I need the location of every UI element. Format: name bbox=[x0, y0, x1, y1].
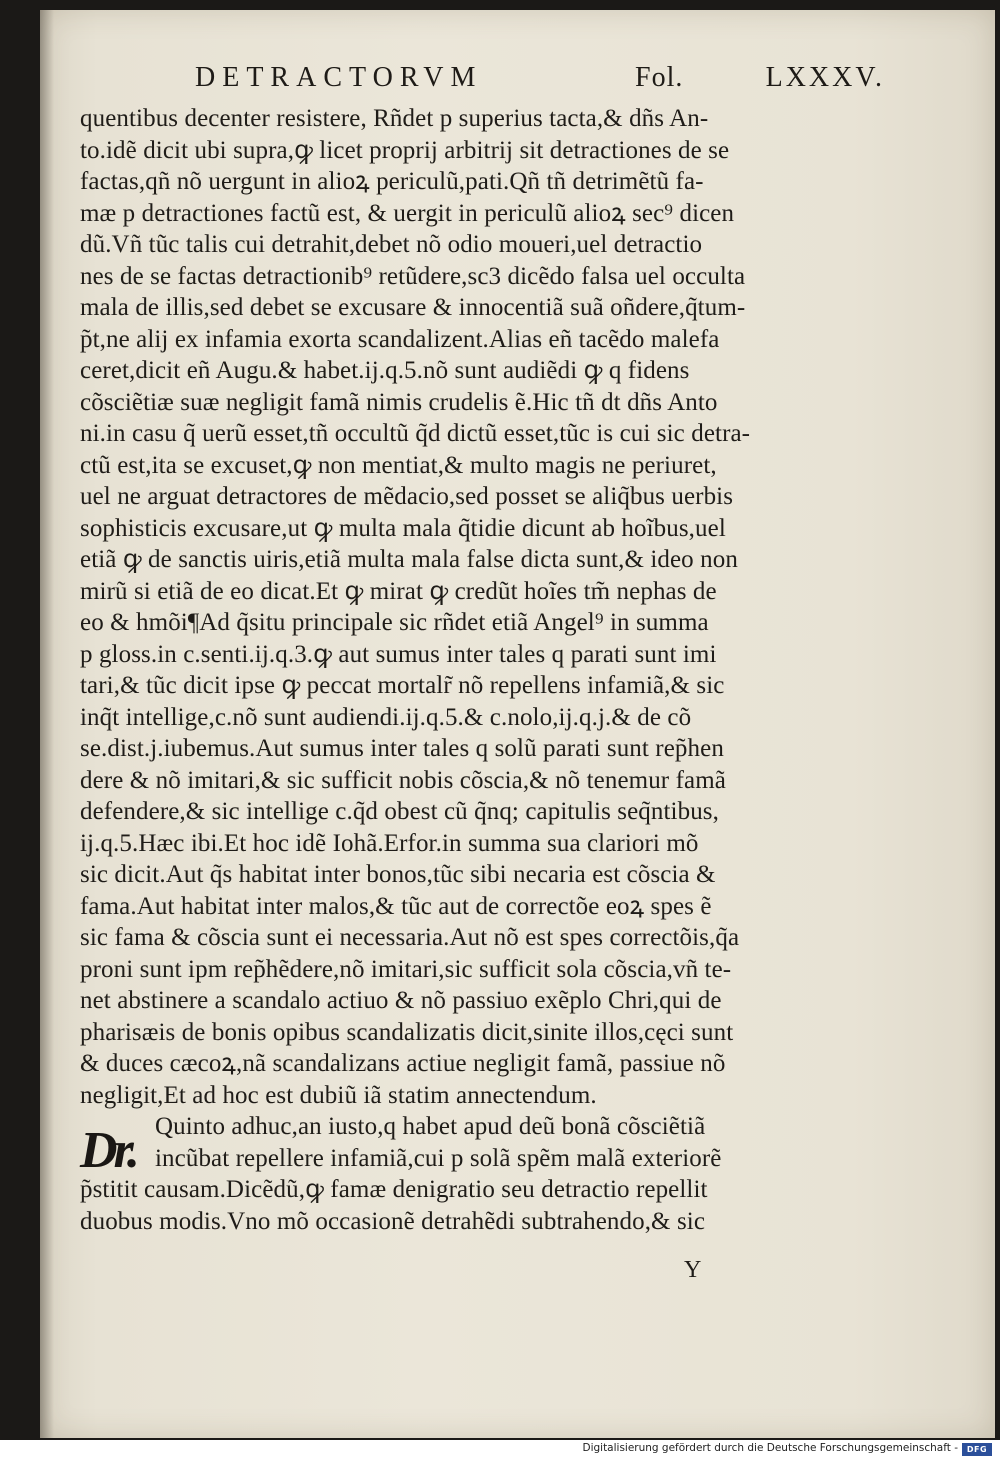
text-line: ij.q.5.Hæc ibi.Et hoc idẽ Iohã.Erfor.in summa sua clariori mõ bbox=[80, 829, 699, 857]
footer-bar bbox=[0, 1440, 1000, 1460]
text-line: tari,& tũc dicit ipse ꝙ peccat mortalr̃ nõ repellens infamiã,& sic bbox=[80, 672, 725, 699]
text-line: cõsciẽtiæ suæ negligit famã nimis crudelis ẽ.Hic tñ dt dñs Anto bbox=[80, 388, 718, 416]
text-line: & duces cæcoꝝ,nã scandalizans actiue negligit famã, passiue nõ bbox=[80, 1050, 726, 1077]
text-line: fama.Aut habitat inter malos,& tũc aut de correctõe eoꝝ spes ẽ bbox=[80, 892, 712, 920]
text-line: factas,qñ nõ uergunt in alioꝝ periculũ,pati.Qñ tñ detrimẽtũ fa- bbox=[80, 168, 704, 195]
text-line: p̃stitit causam.Dicẽdũ,ꝙ famæ denigratio seu detractio repellit bbox=[80, 1176, 708, 1203]
text-line: p gloss.in c.senti.ij.q.3.ꝙ aut sumus inter tales q parati sunt imi bbox=[80, 640, 717, 668]
text-line: incũbat repellere infamiã,cui p solã spẽm malã exteriorẽ bbox=[155, 1144, 722, 1172]
text-line: negligit,Et ad hoc est dubiũ iã statim annectendum. bbox=[80, 1081, 597, 1109]
text-line: mala de illis,sed debet se excusare & innocentiã suã oñdere,q̃tum- bbox=[80, 294, 746, 321]
folio-label: Fol. bbox=[635, 62, 684, 93]
text-line: defendere,& sic intellige c.q̃d obest cũ q̃nq; capitulis seq̃ntibus, bbox=[80, 798, 719, 825]
text-line: dere & nõ imitari,& sic sufficit nobis cõscia,& nõ tenemur famã bbox=[80, 766, 726, 794]
text-line: dũ.Vñ tũc talis cui detrahit,debet nõ odio moueri,uel detractio bbox=[80, 231, 703, 258]
funding-credit: Digitalisierung gefördert durch die Deutsche Forschungsgemeinschaft - bbox=[582, 1442, 958, 1454]
text-line: ceret,dicit eñ Augu.& habet.ij.q.5.nõ sunt audiẽdi ꝙ q fidens bbox=[80, 357, 690, 384]
text-line: to.idẽ dicit ubi supra,ꝙ licet proprij arbitrij sit detractiones de se bbox=[80, 136, 730, 164]
running-head bbox=[195, 62, 885, 98]
folio-number: LXXXV. bbox=[765, 62, 885, 93]
text-line: duobus modis.Vno mõ occasionẽ detrahẽdi subtrahendo,& sic bbox=[80, 1207, 706, 1235]
text-line: proni sunt ipm rep̃hẽdere,nõ imitari,sic sufficit sola cõscia,vñ te- bbox=[80, 955, 732, 983]
text-line: pharisæis de bonis opibus scandalizatis dicit,sinite illos,cęci sunt bbox=[80, 1018, 734, 1046]
running-head-title: DETRACTORVM bbox=[195, 62, 483, 93]
text-line: se.dist.j.iubemus.Aut sumus inter tales q solũ parati sunt rep̃hen bbox=[80, 735, 724, 762]
catchword: Y bbox=[684, 1257, 702, 1283]
text-line: p̃t,ne alij ex infamia exorta scandalizent.Alias eñ tacẽdo malefa bbox=[80, 325, 720, 353]
text-line: sic dicit.Aut q̃s habitat inter bonos,tũc sibi necaria est cõscia & bbox=[80, 861, 716, 888]
book-page bbox=[40, 10, 995, 1438]
text-line: sic fama & cõscia sunt ei necessaria.Aut nõ est spes correctõis,q̃a bbox=[80, 924, 740, 951]
text-block bbox=[80, 103, 870, 1237]
text-line: nes de se factas detractionib⁹ retũdere,sc3 dicẽdo falsa uel occulta bbox=[80, 262, 746, 290]
text-line: ctũ est,ita se excuset,ꝙ non mentiat,& multo magis ne periuret, bbox=[80, 451, 717, 479]
text-line: eo & hmõi¶Ad q̃situ principale sic rñdet etiã Angel⁹ in summa bbox=[80, 609, 709, 636]
gutter-shadow bbox=[40, 10, 54, 1438]
text-line: mæ p detractiones factũ est, & uergit in periculũ alioꝝ sec⁹ dicen bbox=[80, 199, 735, 227]
text-line: quentibus decenter resistere, Rñdet p superius tacta,& dñs An- bbox=[80, 105, 709, 132]
text-line: etiã ꝙ de sanctis uiris,etiã multa mala false dicta sunt,& ideo non bbox=[80, 546, 738, 573]
text-line: sophisticis excusare,ut ꝙ multa mala q̃tidie dicunt ab hoĩbus,uel bbox=[80, 514, 726, 542]
decorated-initial: Dr. bbox=[80, 1122, 136, 1179]
text-line: net abstinere a scandalo actiuo & nõ passiuo exẽplo Chri,qui de bbox=[80, 987, 722, 1014]
text-line: ni.in casu q̃ uerũ esset,tñ occultũ q̃d dictũ esset,tũc is cui sic detra- bbox=[80, 420, 751, 447]
dfg-logo-icon: DFG bbox=[962, 1443, 992, 1456]
text-line: inq̃t intellige,c.nõ sunt audiendi.ij.q.5.& c.nolo,ij.q.j.& de cõ bbox=[80, 703, 692, 731]
text-line: mirũ si etiã de eo dicat.Et ꝙ mirat ꝙ credũt hoĩes tm̃ nephas de bbox=[80, 577, 717, 605]
text-line: Quinto adhuc,an iusto,q habet apud deũ bonã cõsciẽtiã bbox=[155, 1113, 706, 1140]
text-line: uel ne arguat detractores de mẽdacio,sed posset se aliq̃bus uerbis bbox=[80, 483, 734, 510]
